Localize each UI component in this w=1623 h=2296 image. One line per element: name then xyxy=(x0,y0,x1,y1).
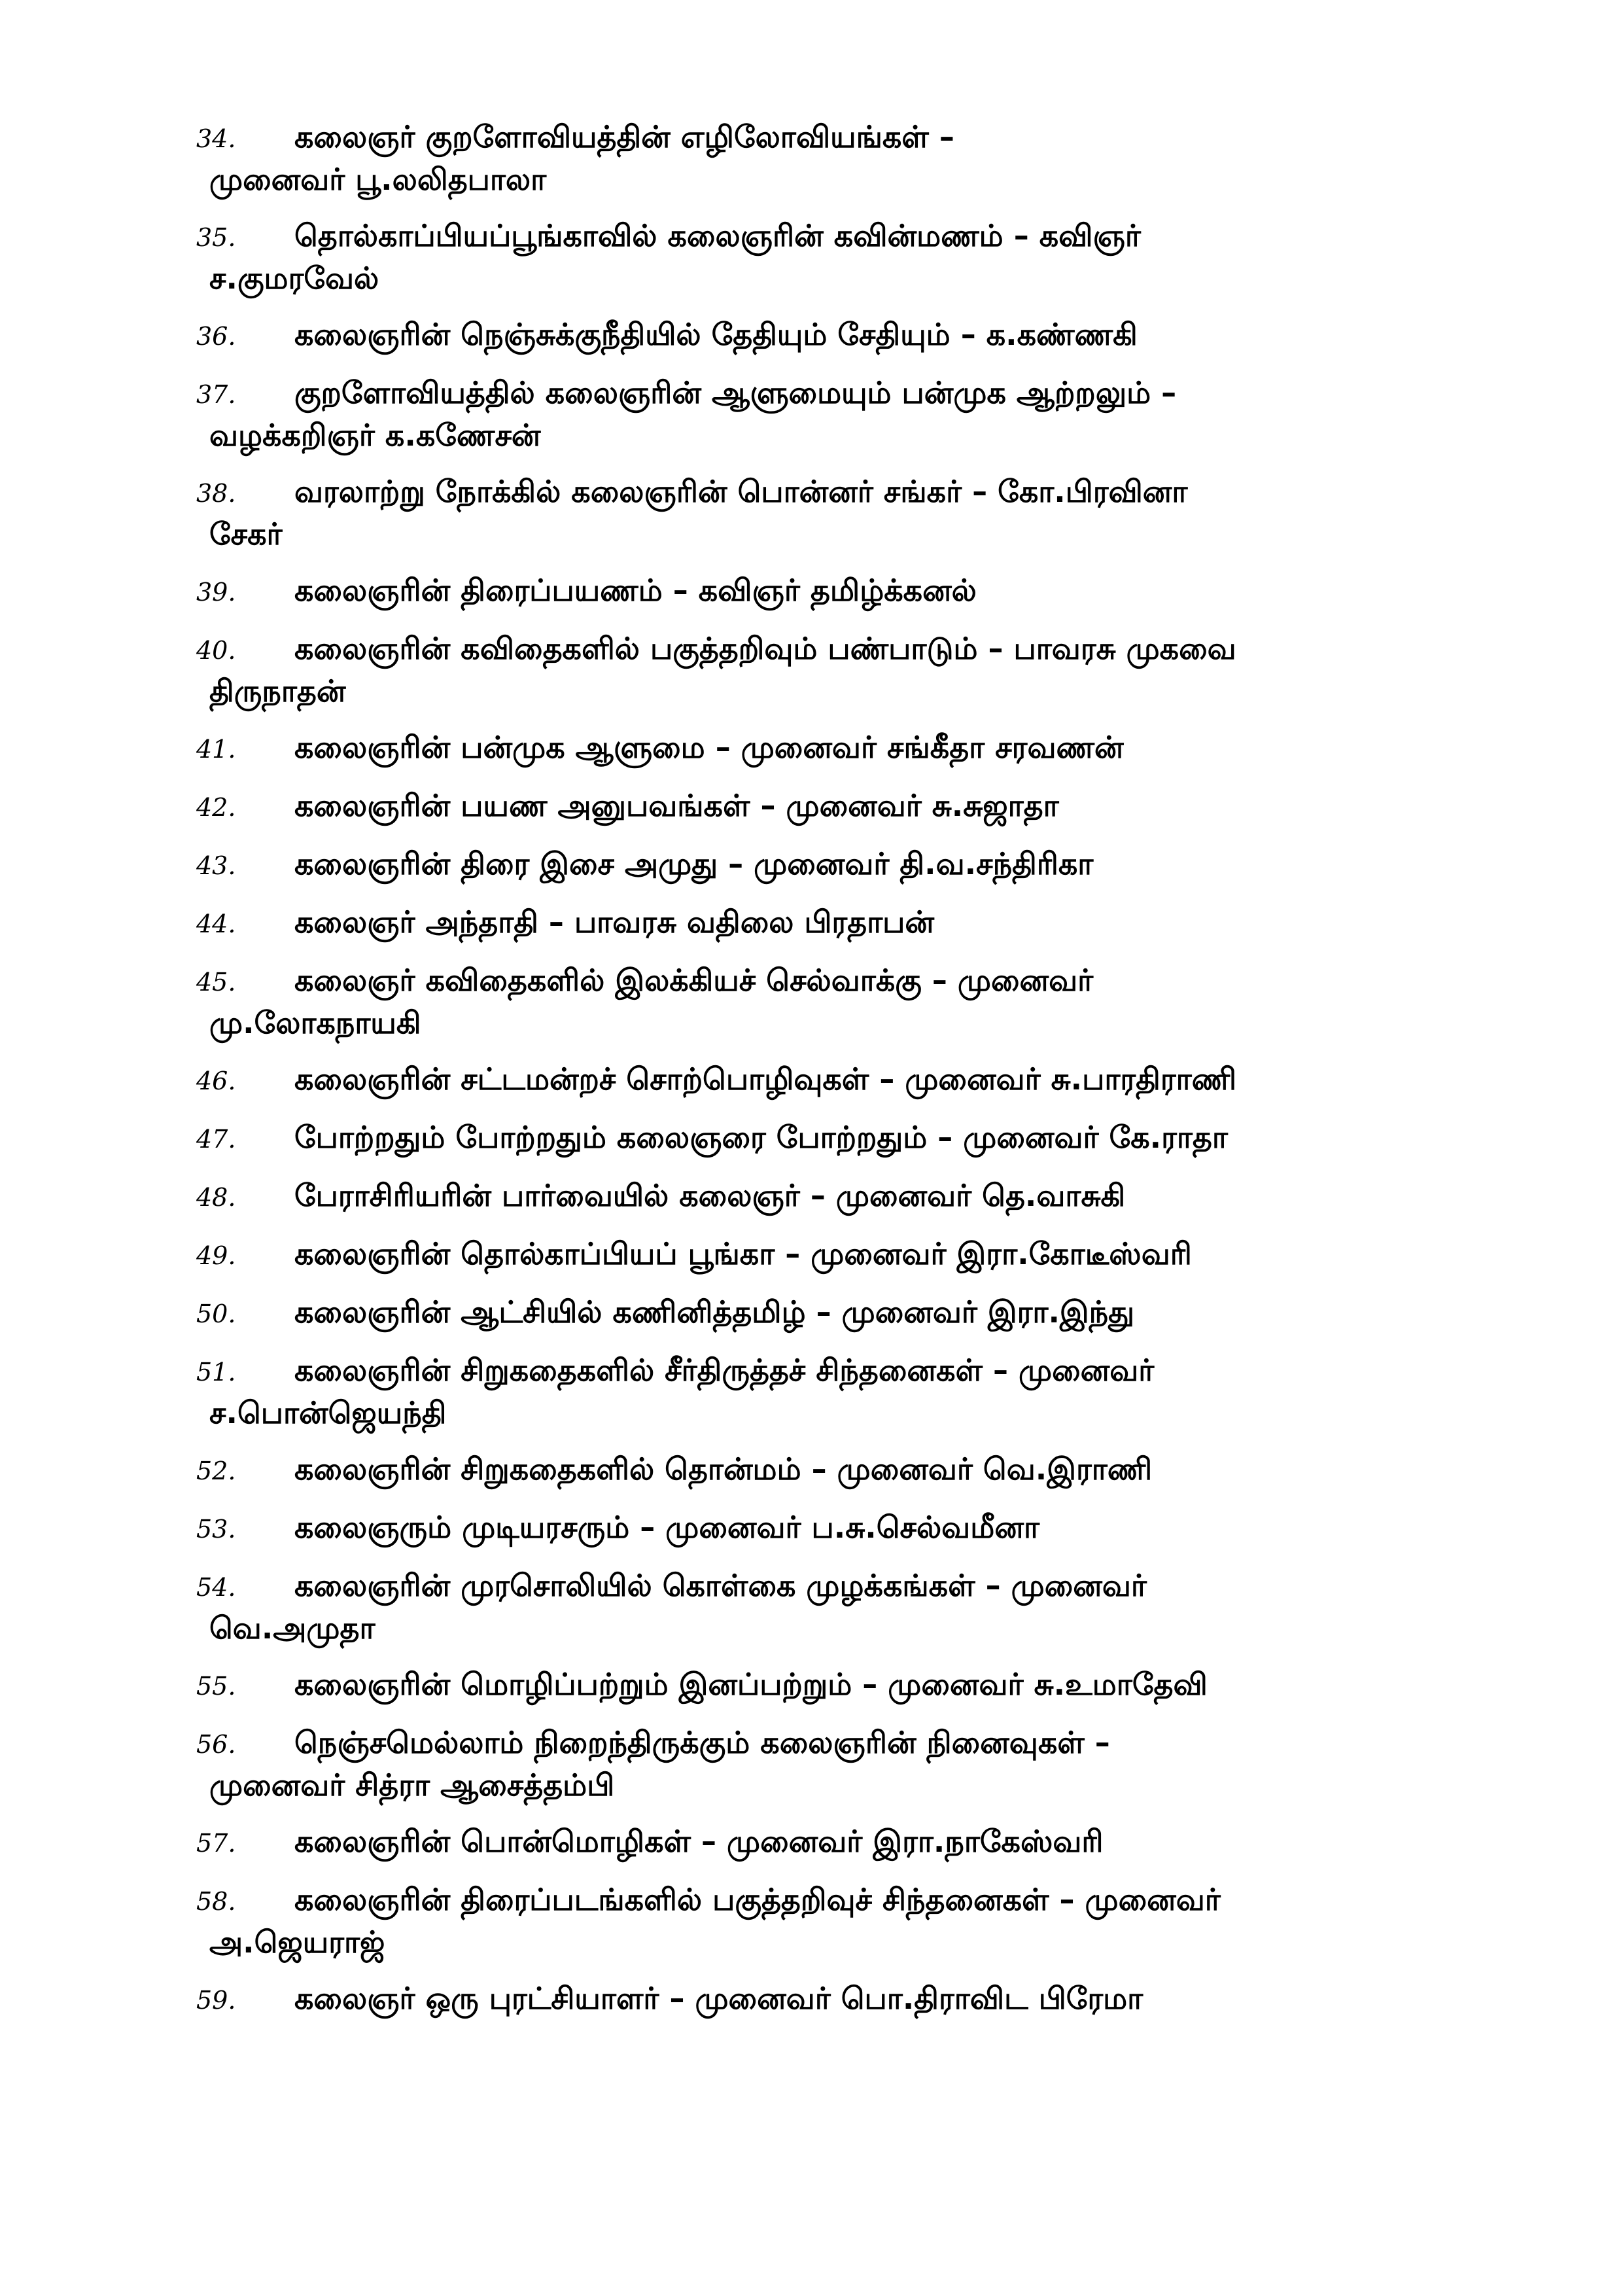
entry-number: 59. xyxy=(196,1986,236,2015)
list-item xyxy=(196,1565,1478,1648)
entry-continuation: வழக்கறிஞர் க.கணேசன் xyxy=(209,417,541,453)
entry-number: 46. xyxy=(196,1067,236,1095)
entry-line xyxy=(196,1978,1478,2021)
entry-title: வரலாற்று நோக்கில் கலைஞரின் பொன்னர் சங்கர் – கோ.பிரவினா xyxy=(294,474,1188,509)
entry-title: கலைஞரின் பொன்மொழிகள் – முனைவர் இரா.நாகேஸ்வரி xyxy=(294,1824,1104,1859)
entry-number: 44. xyxy=(196,910,236,938)
list-item xyxy=(196,116,1478,200)
entry-line xyxy=(196,1565,1478,1648)
entry-line xyxy=(196,628,1478,711)
entry-number: 41. xyxy=(196,735,236,764)
entry-title: கலைஞரின் கவிதைகளில் பகுத்தறிவும் பண்பாடும் – பாவரசு முகவை xyxy=(294,631,1236,666)
entry-number: 37. xyxy=(196,380,236,409)
entry-title: தொல்காப்பியப்பூங்காவில் கலைஞரின் கவின்மணம் – கவிஞர் xyxy=(294,218,1141,253)
entry-line xyxy=(196,902,1478,944)
entry-title: கலைஞர் குறளோவியத்தின் எழிலோவியங்கள் – xyxy=(294,119,954,154)
entry-number: 42. xyxy=(196,793,236,822)
entry-line xyxy=(196,1722,1478,1805)
entry-line xyxy=(196,116,1478,200)
entry-number: 40. xyxy=(196,636,236,665)
entry-number: 39. xyxy=(196,578,236,607)
entry-title: போற்றதும் போற்றதும் கலைஞரை போற்றதும் – முனைவர் கே.ராதா xyxy=(294,1120,1228,1155)
entry-title: கலைஞரின் திரைப்படங்களில் பகுத்தறிவுச் சிந்தனைகள் – முனைவர் xyxy=(294,1882,1221,1917)
entry-title: கலைஞரும் முடியரசரும் – முனைவர் ப.சு.செல்வமீனா xyxy=(294,1510,1039,1545)
list-item xyxy=(196,1664,1478,1706)
entry-line xyxy=(196,727,1478,769)
entry-line xyxy=(196,1449,1478,1491)
list-item xyxy=(196,1821,1478,1863)
entry-line xyxy=(196,1350,1478,1433)
entry-line xyxy=(196,570,1478,612)
entry-title: நெஞ்சமெல்லாம் நிறைந்திருக்கும் கலைஞரின் நினைவுகள் – xyxy=(294,1725,1110,1760)
entry-title: கலைஞர் அந்தாதி – பாவரசு வதிலை பிரதாபன் xyxy=(294,904,935,940)
entry-continuation: மு.லோகநாயகி xyxy=(209,1005,421,1040)
entry-line xyxy=(196,471,1478,554)
entry-number: 55. xyxy=(196,1672,236,1701)
entry-title: குறளோவியத்தில் கலைஞரின் ஆளுமையும் பன்முக ஆற்றலும் – xyxy=(294,375,1177,410)
entry-line xyxy=(196,372,1478,455)
list-item xyxy=(196,1175,1478,1218)
entry-title: கலைஞரின் பயண அனுபவங்கள் – முனைவர் சு.சுஜாதா xyxy=(294,788,1059,823)
entry-title: கலைஞரின் முரசொலியில் கொள்கை முழக்கங்கள் – முனைவர் xyxy=(294,1568,1147,1603)
entry-line xyxy=(196,1821,1478,1863)
entry-title: கலைஞரின் திரைப்பயணம் – கவிஞர் தமிழ்க்கனல் xyxy=(294,573,977,608)
entry-number: 57. xyxy=(196,1829,236,1858)
list-item xyxy=(196,1879,1478,1962)
entry-title: கலைஞரின் மொழிப்பற்றும் இனப்பற்றும் – முனைவர் சு.உமாதேவி xyxy=(294,1667,1208,1702)
list-item xyxy=(196,372,1478,455)
entry-number: 53. xyxy=(196,1515,236,1544)
list-item xyxy=(196,215,1478,298)
list-item xyxy=(196,1292,1478,1334)
entry-number: 49. xyxy=(196,1241,236,1270)
entry-title: கலைஞரின் சிறுகதைகளில் தொன்மம் – முனைவர் வெ.இராணி xyxy=(294,1451,1153,1487)
entry-title: கலைஞரின் சிறுகதைகளில் சீர்திருத்தச் சிந்தனைகள் – முனைவர் xyxy=(294,1352,1155,1388)
entry-number: 45. xyxy=(196,968,236,997)
list-item xyxy=(196,902,1478,944)
entry-continuation: முனைவர் சித்ரா ஆசைத்தம்பி xyxy=(209,1767,615,1803)
list-item xyxy=(196,628,1478,711)
entry-title: கலைஞரின் பன்முக ஆளுமை – முனைவர் சங்கீதா சரவணன் xyxy=(294,730,1124,765)
entry-continuation: வெ.அமுதா xyxy=(209,1610,375,1646)
entry-line xyxy=(196,1879,1478,1962)
entry-title: கலைஞரின் சட்டமன்றச் சொற்பொழிவுகள் – முனைவர் சு.பாரதிராணி xyxy=(294,1061,1237,1097)
entry-line xyxy=(196,785,1478,828)
list-item xyxy=(196,1233,1478,1276)
list-item xyxy=(196,570,1478,612)
entry-number: 54. xyxy=(196,1573,236,1602)
entry-number: 36. xyxy=(196,322,236,351)
entry-title: கலைஞரின் நெஞ்சுக்குநீதியில் தேதியும் சேதியும் – க.கண்ணகி xyxy=(294,317,1138,352)
entry-number: 43. xyxy=(196,851,236,880)
entry-number: 34. xyxy=(196,124,236,153)
entry-continuation: முனைவர் பூ.லலிதபாலா xyxy=(209,162,547,197)
entry-line xyxy=(196,314,1478,357)
entry-continuation: ச.குமரவேல் xyxy=(209,260,379,296)
entry-number: 58. xyxy=(196,1887,236,1916)
publication-list xyxy=(196,116,1478,2036)
entry-number: 35. xyxy=(196,223,236,252)
entry-line xyxy=(196,1292,1478,1334)
entry-title: கலைஞர் ஒரு புரட்சியாளர் – முனைவர் பொ.திராவிட பிரேமா xyxy=(294,1981,1143,2016)
list-item xyxy=(196,1507,1478,1549)
list-item xyxy=(196,1117,1478,1159)
entry-number: 52. xyxy=(196,1457,236,1485)
list-item xyxy=(196,960,1478,1043)
entry-line xyxy=(196,1175,1478,1218)
entry-line xyxy=(196,1664,1478,1706)
entry-continuation: ச.பொன்ஜெயந்தி xyxy=(209,1395,447,1430)
entry-line xyxy=(196,215,1478,298)
entry-line xyxy=(196,843,1478,886)
entry-line xyxy=(196,960,1478,1043)
entry-number: 47. xyxy=(196,1125,236,1154)
list-item xyxy=(196,314,1478,357)
entry-number: 50. xyxy=(196,1299,236,1328)
entry-number: 51. xyxy=(196,1358,236,1386)
list-item xyxy=(196,1350,1478,1433)
entry-number: 56. xyxy=(196,1730,236,1759)
entry-continuation: திருநாதன் xyxy=(209,673,346,709)
list-item xyxy=(196,785,1478,828)
entry-title: கலைஞர் கவிதைகளில் இலக்கியச் செல்வாக்கு – முனைவர் xyxy=(294,963,1094,998)
entry-continuation: அ.ஜெயராஜ் xyxy=(209,1924,385,1960)
entry-title: கலைஞரின் ஆட்சியில் கணினித்தமிழ் – முனைவர் இரா.இந்து xyxy=(294,1294,1135,1330)
entry-number: 38. xyxy=(196,479,236,508)
entry-title: கலைஞரின் தொல்காப்பியப் பூங்கா – முனைவர் இரா.கோடீஸ்வரி xyxy=(294,1236,1192,1271)
entry-line xyxy=(196,1117,1478,1159)
list-item xyxy=(196,843,1478,886)
entry-line xyxy=(196,1059,1478,1101)
entry-number: 48. xyxy=(196,1183,236,1212)
list-item xyxy=(196,1449,1478,1491)
list-item xyxy=(196,1978,1478,2021)
list-item xyxy=(196,727,1478,769)
entry-continuation: சேகர் xyxy=(209,516,283,552)
entry-title: கலைஞரின் திரை இசை அமுது – முனைவர் தி.வ.சந்திரிகா xyxy=(294,846,1094,881)
list-item xyxy=(196,1059,1478,1101)
list-item xyxy=(196,471,1478,554)
entry-line xyxy=(196,1507,1478,1549)
list-item xyxy=(196,1722,1478,1805)
entry-line xyxy=(196,1233,1478,1276)
entry-title: பேராசிரியரின் பார்வையில் கலைஞர் – முனைவர் தெ.வாசுகி xyxy=(294,1178,1126,1213)
